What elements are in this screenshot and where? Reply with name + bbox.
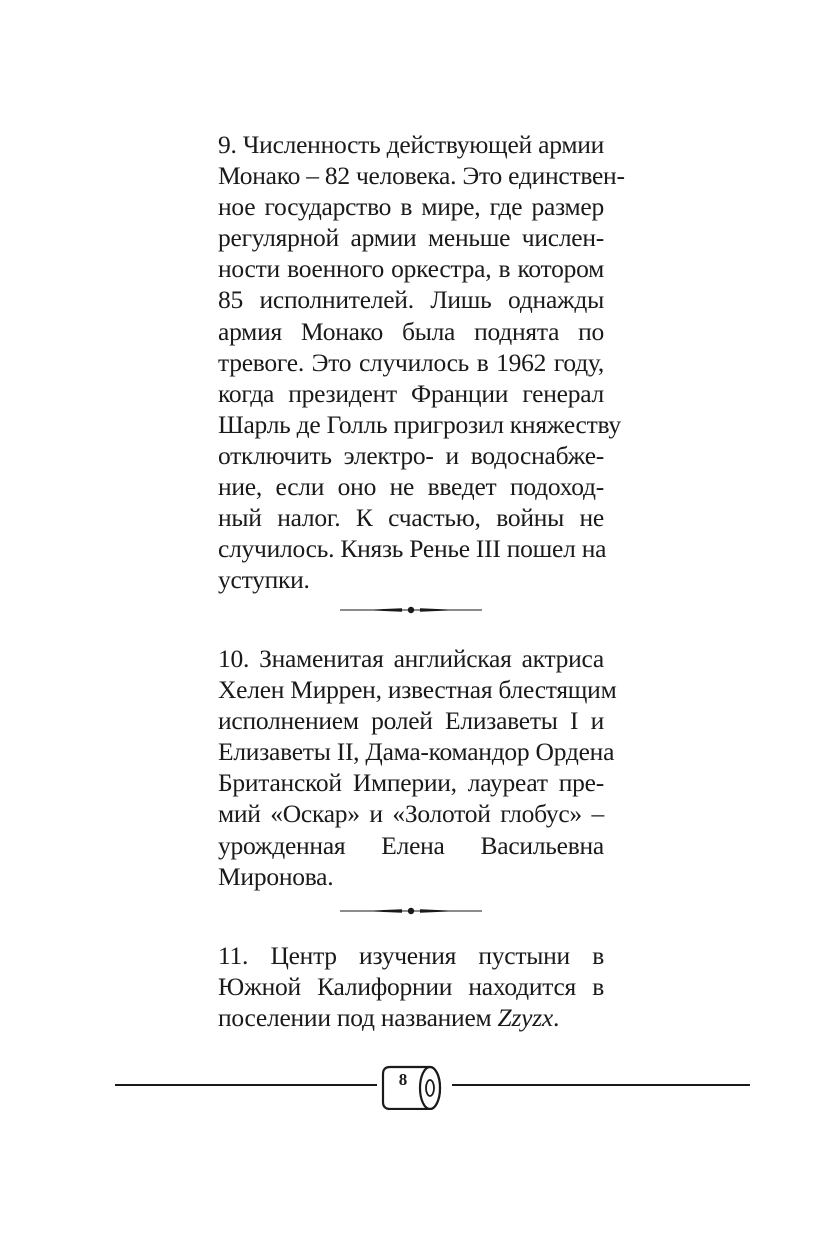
fact-9 [218, 129, 625, 595]
text-line: исполнением ролей Елизаветы I и [218, 706, 604, 736]
text-line: Елизаветы II, Дама-командор Ордена [218, 737, 615, 767]
text-line: Британской Империи, лауреат пре- [218, 768, 604, 798]
fact-11-paragraph [218, 940, 604, 1033]
text-line: Шарль де Голль пригрозил княжеству [218, 409, 621, 439]
text-line: 10. Знаменитая английская актриса [218, 644, 604, 673]
text-line: ности военного оркестра, в котором [218, 254, 604, 284]
text-line: случилось. Князь Ренье III пошел на [218, 534, 607, 564]
text-line: армия Монако была поднята по [218, 316, 604, 346]
fact-10 [218, 643, 617, 892]
text-line: поселении под названием Zzyzx. [218, 1003, 560, 1033]
place-name-zzyzx: Zzyzx [497, 1003, 553, 1033]
text-line: урожденная Елена Васильевна [218, 830, 604, 860]
footer-rule-right [452, 1084, 750, 1086]
text-line: ное государство в мире, где размер [218, 192, 604, 222]
fact-10-paragraph [218, 643, 617, 892]
text-line: Южной Калифорнии находится в [218, 972, 604, 1002]
text-line: Монако – 82 человека. Это единствен- [218, 161, 625, 191]
section-divider-ornament [340, 904, 482, 918]
text-line: когда президент Франции генерал [218, 378, 604, 408]
text-line: отключить электро- и водоснабже- [218, 440, 604, 470]
page-number: 8 [398, 1070, 408, 1089]
fact-9-paragraph [218, 129, 625, 595]
text-line: 85 исполнителей. Лишь однажды [218, 285, 604, 315]
text-line: ние, если оно не введет подоход- [218, 472, 604, 502]
text-line: регулярной армии меньше числен- [218, 223, 604, 253]
text-line: уступки. [218, 565, 310, 595]
text-line: мий «Оскар» и «Золотой глобус» – [218, 799, 604, 829]
fact-11 [218, 940, 604, 1033]
section-divider-ornament [340, 603, 482, 617]
page-footer [0, 1060, 839, 1120]
footer-rule-left [115, 1084, 377, 1086]
text-line: тревоге. Это случилось в 1962 году, [218, 347, 604, 377]
text-line: 11. Центр изучения пустыни в [218, 941, 604, 970]
text-line: Миронова. [218, 861, 334, 891]
text-line: 9. Численность действующей армии [218, 130, 604, 159]
text-line: Хелен Миррен, известная блестящим [218, 675, 617, 705]
text-line: ный налог. К счастью, войны не [218, 503, 604, 533]
